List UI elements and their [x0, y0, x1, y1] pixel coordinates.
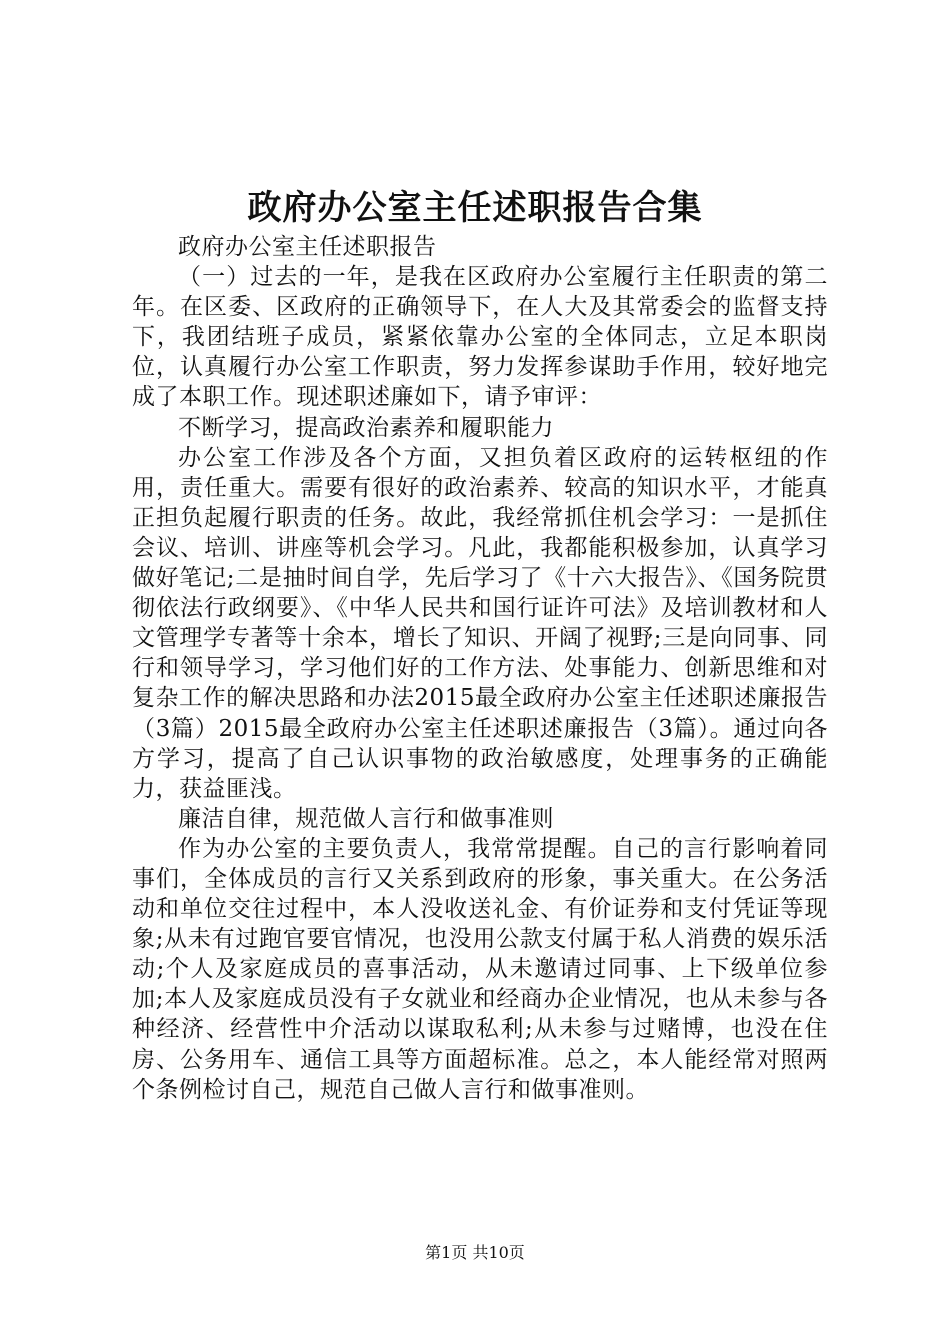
paragraph-intro: （一）过去的一年，是我在区政府办公室履行主任职责的第二年。在区委、区政府的正确领导下，在人大及其常委会的监督支持下，我团结班子成员，紧紧依靠办公室的全体同志，立足本职岗位，认真履行办公室工作职责，努力发挥参谋助手作用，较好地完成了本职工作。现述职述廉如下，请予审评： — [132, 264, 828, 411]
paragraph-integrity: 作为办公室的主要负责人，我常常提醒。自己的言行影响着同事们，全体成员的言行又关系到政府的形象，事关重大。在公务活动和单位交往过程中，本人没收送礼金、有价证券和支付凭证等现象;从未有过跑官要官情况，也没用公款支付属于私人消费的娱乐活动;个人及家庭成员的喜事活动，从未邀请过同事、上下级单位参加;本人及家庭成员没有子女就业和经商办企业情况，也从未参与各种经济、经营性中介活动以谋取私利;从未参与过赌博，也没在住房、公务用车、通信工具等方面超标准。总之，本人能经常对照两个条例检讨自己，规范自己做人言行和做事准则。 — [132, 835, 828, 1103]
document-title: 政府办公室主任述职报告合集 — [247, 188, 703, 228]
paragraph-report-heading: 政府办公室主任述职报告 — [178, 234, 437, 260]
paragraph-section-integrity-heading: 廉洁自律，规范做人言行和做事准则 — [178, 805, 554, 832]
paragraph-section-learning-heading: 不断学习，提高政治素养和履职能力 — [178, 414, 554, 441]
document-body — [132, 232, 828, 1105]
page-number: 第1页 共10页 — [425, 1243, 525, 1262]
paragraph-learning: 办公室工作涉及各个方面，又担负着区政府的运转枢纽的作用，责任重大。需要有很好的政治素养、较高的知识水平，才能真正担负起履行职责的任务。故此，我经常抓住机会学习：一是抓住会议、培训、讲座等机会学习。凡此，我都能积极参加，认真学习做好笔记;二是抽时间自学，先后学习了《十六大报告》、《国务院贯彻依法行政纲要》、《中华人民共和国行证许可法》及培训教材和人文管理学专著等十余本，增长了知识、开阔了视野;三是向同事、同行和领导学习，学习他们好的工作方法、处事能力、创新思维和对复杂工作的解决思路和办法2015最全政府办公室主任述职述廉报告（3篇）2015最全政府办公室主任述职述廉报告（3篇）。通过向各方学习，提高了自己认识事物的政治敏感度，处理事务的正确能力，获益匪浅。 — [132, 444, 828, 802]
